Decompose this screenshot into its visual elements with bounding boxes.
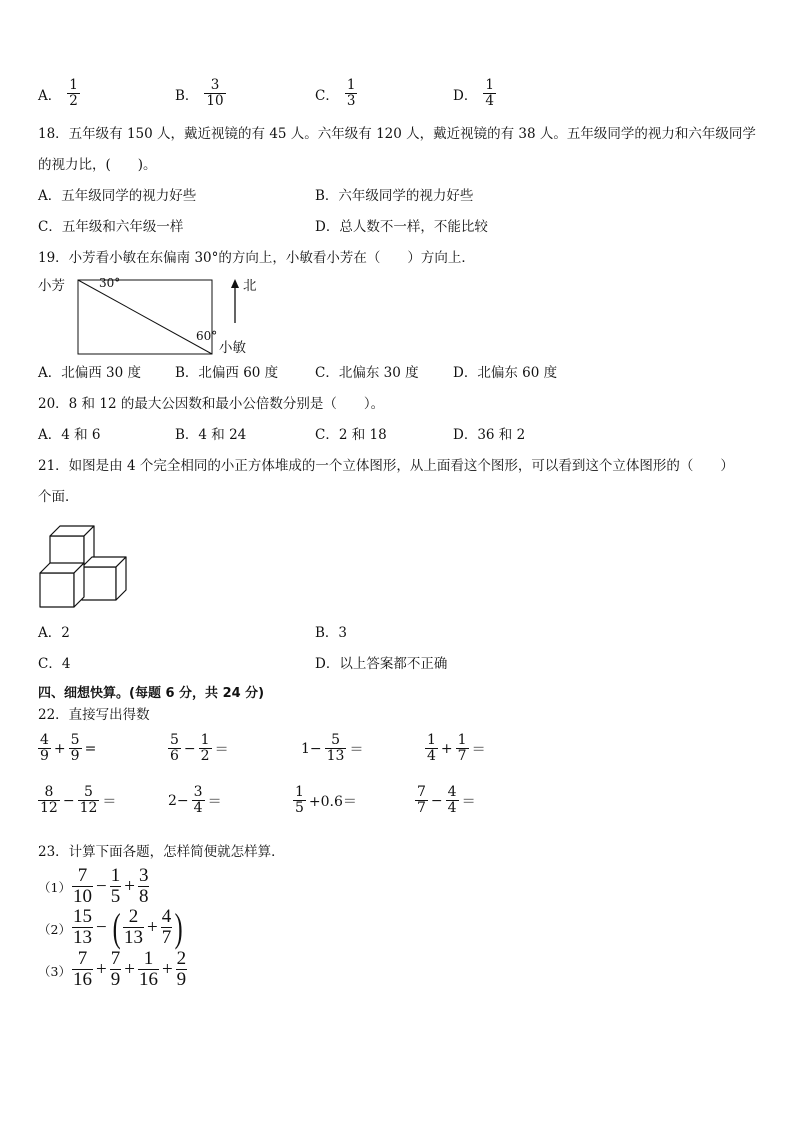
- fraction: [72, 907, 93, 948]
- fraction: [425, 733, 438, 764]
- fraction: $\frac{1}{4}$: [485, 77, 494, 109]
- q18-option-b[interactable]: B．六年级同学的视力好些: [315, 188, 474, 204]
- denominator: 5: [110, 886, 121, 907]
- operator: −: [96, 916, 107, 938]
- fraction: [123, 907, 144, 948]
- denominator: 2: [200, 748, 210, 764]
- operator: +: [440, 740, 453, 757]
- q23-expr-1: [72, 866, 149, 907]
- fraction: [138, 866, 150, 907]
- q19-option-b[interactable]: B．北偏西 60 度: [175, 365, 279, 381]
- q17-option-d[interactable]: D． $\frac{1}{4}$: [453, 77, 494, 109]
- fraction: [72, 866, 93, 907]
- q20-option-d[interactable]: D．36 和 2: [453, 427, 526, 443]
- numerator: 1: [110, 865, 121, 886]
- north-arrow-icon: [231, 279, 239, 288]
- q22-item-6: [165, 785, 225, 816]
- cube-face: [40, 573, 74, 607]
- denominator: 13: [73, 927, 92, 948]
- operator: −: [62, 792, 75, 809]
- operator: ＝: [349, 741, 364, 758]
- q20-option-b[interactable]: B．4 和 24: [175, 427, 247, 443]
- q21-option-a[interactable]: A．2: [38, 625, 70, 641]
- q23-expr-2: [72, 904, 186, 950]
- numerator: 7: [77, 865, 88, 886]
- q21-option-c[interactable]: C．4: [38, 656, 71, 672]
- operator: −: [183, 740, 196, 757]
- operator: =: [84, 740, 97, 757]
- fraction: [78, 785, 100, 816]
- fraction: [138, 949, 159, 990]
- operator: ＝: [207, 793, 222, 810]
- fraction: [161, 907, 173, 948]
- numerator: 5: [331, 732, 341, 748]
- fraction: $\frac{1}{3}$: [346, 77, 356, 109]
- denominator: 4: [447, 800, 457, 816]
- q18-stem-line1: 18．五年级有 150 人，戴近视镜的有 45 人。六年级有 120 人，戴近视镜的有 38 人。五年级同学的视力和六年级同学: [38, 126, 756, 142]
- q19-option-a[interactable]: A．北偏西 30 度: [38, 365, 142, 381]
- operator: +0.6＝: [308, 793, 357, 810]
- q17-option-a[interactable]: A． $\frac{1}{2}$: [38, 77, 78, 109]
- fraction: $\frac{3}{10}$: [206, 77, 224, 109]
- fraction: [293, 785, 306, 816]
- numerator: 3: [138, 865, 149, 886]
- numerator: 2: [176, 948, 187, 969]
- fraction: [38, 733, 51, 764]
- q18-option-a[interactable]: A．五年级同学的视力好些: [38, 188, 197, 204]
- numerator: 2: [128, 906, 139, 927]
- diagram-diagonal: [78, 280, 212, 354]
- parenthesis: ): [174, 904, 183, 950]
- operator: −: [96, 875, 107, 897]
- q19-option-c[interactable]: C．北偏东 30 度: [315, 365, 419, 381]
- operator: 2−: [168, 792, 189, 809]
- numerator: 1: [457, 732, 467, 748]
- numerator: 7: [417, 784, 426, 800]
- denominator: 5: [295, 800, 304, 816]
- numerator: 15: [73, 906, 92, 927]
- fraction: [446, 785, 459, 816]
- denominator: 16: [138, 969, 158, 990]
- denominator: 8: [138, 886, 149, 907]
- numerator: 4: [447, 784, 457, 800]
- numerator: 4: [161, 906, 172, 927]
- q22-item-2: [168, 733, 232, 764]
- numerator: 5: [84, 784, 93, 800]
- q18-option-c[interactable]: C．五年级和六年级一样: [38, 219, 184, 235]
- fraction: [168, 733, 181, 764]
- numerator: 1: [143, 948, 154, 969]
- q21-stem-line2: 个面．: [38, 489, 79, 505]
- numerator: 1: [295, 784, 304, 800]
- operator: ＝: [214, 741, 229, 758]
- q22-item-5: [38, 785, 119, 816]
- fraction: [456, 733, 469, 764]
- operator: ＝: [102, 793, 117, 810]
- operator: +: [161, 958, 173, 980]
- q23-label-3: （3）: [38, 964, 71, 979]
- numerator: 7: [110, 948, 121, 969]
- denominator: 12: [40, 800, 58, 816]
- denominator: 9: [176, 969, 187, 990]
- fraction: [192, 785, 205, 816]
- q17-option-b[interactable]: B． $\frac{3}{10}$: [175, 77, 224, 109]
- q20-option-a[interactable]: A．4 和 6: [38, 427, 101, 443]
- q20-stem: 20．8 和 12 的最大公因数和最小公倍数分别是（ ）。: [38, 396, 385, 412]
- section-heading: 四、细想快算。(每题 6 分，共 24 分): [38, 686, 265, 701]
- numerator: 1: [427, 732, 436, 748]
- fraction: [69, 733, 82, 764]
- operator: 1−: [301, 740, 322, 757]
- q22-stem: 22．直接写出得数: [38, 707, 150, 723]
- denominator: 6: [170, 748, 179, 764]
- north-label: 北: [243, 278, 257, 294]
- angle-30: 30°: [99, 276, 121, 290]
- q23-expr-3: [72, 949, 187, 990]
- q19-stem: 19．小芳看小敏在东偏南 30°的方向上，小敏看小芳在（ ）方向上．: [38, 250, 475, 266]
- operator: +: [147, 916, 158, 938]
- operator: ＝: [461, 793, 476, 810]
- q21-stem-line1: 21．如图是由 4 个完全相同的小正方体堆成的一个立体图形，从上面看这个图形，可以看到这个立体图形的（ ）: [38, 458, 734, 474]
- denominator: 7: [457, 748, 467, 764]
- angle-60: 60°: [196, 329, 218, 343]
- denominator: 13: [326, 748, 345, 764]
- fraction: [199, 733, 212, 764]
- q23-label-1: （1）: [38, 880, 71, 895]
- denominator: 4: [427, 748, 436, 764]
- fraction: [176, 949, 188, 990]
- q18-option-d[interactable]: D．总人数不一样，不能比较: [315, 219, 488, 235]
- denominator: 7: [161, 927, 172, 948]
- operator: −: [430, 792, 443, 809]
- denominator: 10: [73, 886, 92, 907]
- operator: +: [124, 958, 135, 980]
- q19-label-xiaofang: 小芳: [38, 278, 65, 294]
- operator: ＝: [471, 741, 486, 758]
- fraction: [110, 949, 122, 990]
- cube-stack-figure: [38, 520, 128, 610]
- fraction: [415, 785, 428, 816]
- denominator: 16: [73, 969, 92, 990]
- numerator: 7: [77, 948, 88, 969]
- q22-item-8: [415, 785, 479, 816]
- numerator: 5: [170, 732, 179, 748]
- denominator: 9: [110, 969, 121, 990]
- q23-stem: 23．计算下面各题，怎样简便就怎样算．: [38, 844, 285, 860]
- q21-option-d[interactable]: D．以上答案都不正确: [315, 656, 448, 672]
- denominator: 12: [79, 800, 98, 816]
- denominator: 4: [193, 800, 203, 816]
- q21-option-b[interactable]: B．3: [315, 625, 348, 641]
- q18-stem-line2: 的视力比，( )。: [38, 157, 157, 173]
- numerator: 3: [193, 784, 203, 800]
- q22-item-1: [38, 733, 99, 764]
- numerator: 1: [200, 732, 210, 748]
- cube-face: [82, 567, 116, 600]
- operator: +: [96, 958, 107, 980]
- q19-label-xiaomin: 小敏: [219, 340, 246, 356]
- q22-item-4: [425, 733, 489, 764]
- operator: +: [124, 875, 135, 897]
- fraction: [38, 785, 60, 816]
- q19-option-d[interactable]: D．北偏东 60 度: [453, 365, 558, 381]
- parenthesis: (: [112, 904, 121, 950]
- numerator: 5: [70, 732, 80, 748]
- denominator: 13: [124, 927, 144, 948]
- q17-option-c[interactable]: C． $\frac{1}{3}$: [315, 77, 356, 109]
- fraction: $\frac{1}{2}$: [69, 77, 78, 109]
- q20-option-c[interactable]: C．2 和 18: [315, 427, 387, 443]
- q23-label-2: （2）: [38, 922, 71, 937]
- fraction: [72, 949, 93, 990]
- fraction: [110, 866, 122, 907]
- denominator: 9: [70, 748, 80, 764]
- numerator: 4: [40, 732, 49, 748]
- q22-item-7: [293, 785, 360, 816]
- denominator: 7: [417, 800, 426, 816]
- numerator: 8: [44, 784, 54, 800]
- q22-item-3: [298, 733, 366, 764]
- operator: +: [53, 740, 66, 757]
- denominator: 9: [40, 748, 49, 764]
- fraction: [325, 733, 347, 764]
